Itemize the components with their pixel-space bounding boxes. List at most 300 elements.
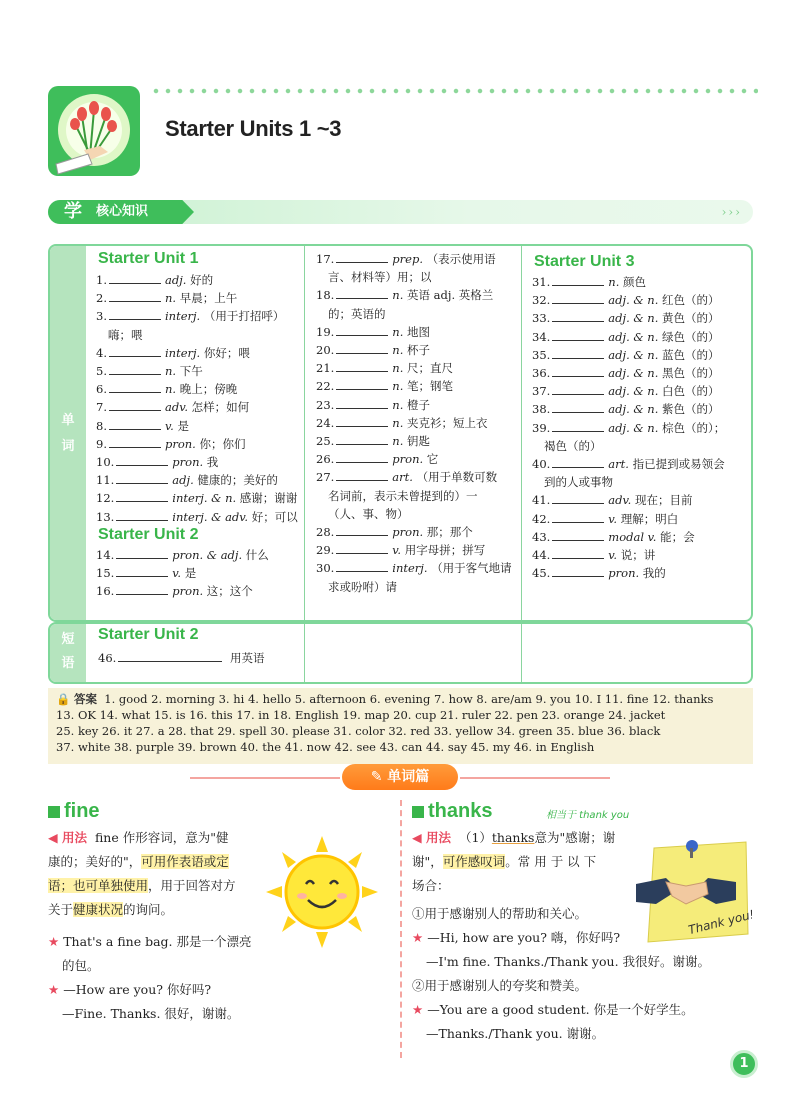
word-heading-fine: [48, 800, 100, 823]
word-entry: [316, 450, 520, 468]
entry-number: 5.: [96, 364, 107, 378]
fine-examples: [48, 930, 268, 1026]
fine-line: 康的；美好的"，: [48, 854, 142, 869]
entry-number: 3.: [96, 309, 107, 324]
word-entry: [316, 578, 520, 596]
entry-meaning: 绿色（的）: [662, 329, 720, 344]
fine-line: 关于: [48, 902, 74, 917]
entry-number: 34.: [532, 329, 551, 344]
answer-blank[interactable]: [552, 274, 604, 286]
entry-meaning: 感谢；谢谢: [239, 491, 298, 506]
column-divider: [521, 246, 522, 620]
part-of-speech: adj. & n.: [608, 420, 663, 435]
word-entry: [316, 396, 520, 414]
entry-meaning: 你好；喂: [203, 345, 250, 360]
entry-meaning: 橙子: [407, 397, 431, 412]
word-entry: [532, 437, 750, 455]
usage-text: 用法: [61, 830, 87, 845]
word-entry: [532, 419, 750, 437]
entry-number: 39.: [532, 420, 551, 435]
word-entry: [532, 291, 750, 309]
part-of-speech: n.: [608, 275, 624, 289]
part-of-speech: adj.: [172, 473, 198, 488]
part-of-speech: n.: [392, 379, 408, 394]
entry-meaning: 我: [206, 455, 219, 469]
word-entry: [96, 489, 301, 507]
answer-blank[interactable]: [116, 490, 168, 502]
entry-meaning: 下午: [179, 364, 203, 378]
part-of-speech: modal v.: [608, 529, 661, 544]
answer-blank[interactable]: [552, 529, 604, 541]
part-of-speech: v.: [392, 543, 405, 558]
entry-number: 1.: [96, 273, 107, 287]
entry-meaning: 用英语: [229, 651, 265, 665]
entry-meaning: 到的人或事物: [544, 475, 613, 490]
thanks-line: 意为"感谢；谢: [534, 830, 616, 845]
entry-meaning: 颜色: [623, 275, 647, 289]
part-of-speech: n.: [392, 361, 408, 376]
entry-meaning: 笔；钢笔: [407, 379, 454, 394]
part-of-speech: adj. & n.: [608, 366, 663, 380]
entry-meaning: （人、事、物）: [328, 506, 409, 521]
answer-blank[interactable]: [552, 511, 604, 523]
word-entry: [532, 309, 750, 327]
answer-box: [48, 688, 753, 764]
entry-number: 18.: [316, 288, 335, 303]
part-of-speech: interj.: [392, 561, 432, 576]
word-entry: [532, 455, 750, 473]
word-entry: [532, 382, 750, 400]
answer-line: 25. key 26. it 27. a 28. that 29. spell 30. please 31. color 32. red 33. yellow 34. green 35. blue 36. black: [56, 724, 661, 738]
answer-blank[interactable]: [109, 290, 161, 302]
part-of-speech: pron.: [392, 525, 427, 539]
column-separator: [400, 800, 402, 1058]
entry-number: 17.: [316, 252, 335, 266]
entry-meaning: 地图: [407, 324, 431, 339]
part-of-speech: n.: [392, 434, 408, 448]
entry-number: 27.: [316, 470, 335, 485]
entry-meaning: 黄色（的）: [662, 311, 720, 326]
word-heading-text: fine: [64, 800, 100, 822]
fine-highlight: 可用作表语或定: [141, 854, 229, 869]
entry-meaning: 健康的；美好的: [197, 473, 278, 488]
entry-number: 30.: [316, 561, 335, 576]
entry-number: 12.: [96, 491, 115, 506]
entry-meaning: 红色（的）: [662, 293, 720, 308]
entry-meaning: 好；可以: [251, 509, 298, 524]
part-of-speech: adj. & n.: [608, 311, 663, 326]
part-of-speech: n.: [392, 343, 408, 357]
entry-meaning: 什么: [245, 548, 269, 562]
answer-blank[interactable]: [109, 363, 161, 375]
example-line: —Thanks./Thank you. 谢谢。: [426, 1026, 605, 1041]
entry-number: 43.: [532, 529, 551, 544]
fine-line: ，用于回答对方: [148, 878, 236, 893]
word-entry: [532, 491, 750, 509]
entry-number: 45.: [532, 566, 551, 581]
part-of-speech: pron.: [172, 584, 207, 599]
word-entry: [532, 400, 750, 418]
answer-line: 13. OK 14. what 15. is 16. this 17. in 18. English 19. map 20. cup 21. ruler 22. pen 23. orange 24. jacket: [56, 708, 666, 722]
entry-meaning: 这；这个: [206, 584, 253, 599]
entry-meaning: 它: [426, 452, 439, 467]
entry-number: 19.: [316, 324, 335, 339]
fine-line: 的询问。: [123, 902, 174, 917]
divider-line: [190, 777, 340, 779]
word-entry: [96, 453, 301, 471]
entry-number: 22.: [316, 379, 335, 394]
word-entry: [316, 305, 520, 323]
answer-blank[interactable]: [109, 345, 161, 357]
entry-meaning: 言、材料等）用；以: [328, 270, 432, 285]
answer-blank[interactable]: [336, 469, 388, 481]
word-entry: [316, 377, 520, 395]
word-entry: [316, 541, 520, 559]
entry-number: 35.: [532, 347, 551, 362]
answer-blank[interactable]: [109, 399, 161, 411]
answer-blank[interactable]: [552, 292, 604, 304]
word-entry: [96, 508, 301, 526]
note-text: Thank you!: [686, 907, 752, 938]
section-arrows: ›››: [721, 205, 742, 219]
entry-meaning: 早晨；上午: [179, 291, 238, 306]
word-entry: [96, 582, 301, 600]
part-of-speech: adj. & n.: [608, 347, 663, 362]
square-bullet-icon: [412, 806, 424, 818]
column-divider: [304, 246, 305, 620]
words-section-label: 单词篇: [387, 769, 430, 785]
lock-icon: 🔒: [56, 692, 71, 706]
answer-blank[interactable]: [336, 378, 388, 390]
part-of-speech: adj.: [164, 273, 191, 287]
unit-heading: Starter Unit 2: [98, 526, 199, 543]
part-of-speech: interj. & n.: [172, 491, 240, 506]
answer-blank[interactable]: [118, 650, 222, 662]
entry-meaning: （表示使用语: [426, 252, 496, 266]
entry-number: 15.: [96, 566, 115, 581]
entry-number: 32.: [532, 293, 551, 308]
entry-meaning: 怎样；如何: [191, 400, 250, 415]
phrases-sidebar: 短 语: [50, 624, 86, 682]
thanks-line: （1）: [458, 830, 492, 845]
thanks-usage: [412, 826, 652, 898]
part-of-speech: adj. & n.: [608, 384, 663, 399]
answer-blank[interactable]: [336, 415, 388, 427]
word-entry: [532, 564, 750, 582]
answer-blank[interactable]: [116, 454, 168, 466]
word-entry: [316, 250, 520, 268]
answer-blank[interactable]: [336, 342, 388, 354]
star-icon: ★: [48, 982, 60, 997]
word-entry: [96, 289, 301, 307]
answer-text: 1. good 2. morning 3. hi 4. hello 5. afternoon 6. evening 7. how 8. are/am 9. you 10. I 11. fine 12. thanks: [104, 692, 714, 706]
word-entry: [96, 362, 301, 380]
answer-blank[interactable]: [336, 360, 388, 372]
thanks-line: 。常 用 于 以 下: [505, 854, 597, 869]
entry-meaning: （用于单数可数: [416, 470, 498, 485]
entry-number: 37.: [532, 384, 551, 399]
part-of-speech: pron.: [164, 436, 200, 451]
answer-blank[interactable]: [336, 433, 388, 445]
sun-smile-icon: [262, 836, 382, 951]
word-entry: [96, 398, 301, 416]
entry-meaning: 求或吩咐）请: [328, 579, 397, 594]
entry-meaning: 尺；直尺: [407, 361, 454, 376]
word-entry: [316, 523, 520, 541]
entry-number: 24.: [316, 415, 335, 430]
part-of-speech: n.: [164, 291, 180, 306]
entry-number: 21.: [316, 361, 335, 376]
entry-number: 7.: [96, 400, 107, 415]
words-section-title: [342, 764, 458, 790]
handshake-note-icon: [636, 838, 752, 951]
entry-meaning: 能；会: [660, 529, 695, 544]
word-entry: [96, 435, 301, 453]
answer-blank[interactable]: [552, 365, 604, 377]
example-line: That's a fine bag. 那是一个漂亮: [63, 934, 252, 949]
example-line: —How are you? 你好吗?: [63, 982, 212, 997]
entry-number: 6.: [96, 382, 107, 397]
example-line: —I'm fine. Thanks./Thank you. 我很好。谢谢。: [426, 954, 711, 969]
answer-blank[interactable]: [552, 347, 604, 359]
part-of-speech: v.: [172, 566, 185, 581]
entry-number: 28.: [316, 525, 335, 539]
entry-meaning: 好的: [190, 273, 214, 287]
thanks-highlight: 可作感叹词: [442, 854, 506, 869]
answer-blank[interactable]: [109, 436, 161, 448]
entry-number: 42.: [532, 511, 551, 526]
part-of-speech: art.: [608, 457, 633, 471]
answer-blank[interactable]: [116, 472, 168, 484]
star-icon: ★: [412, 930, 424, 945]
entry-meaning: 褐色（的）: [544, 438, 602, 453]
answer-blank[interactable]: [336, 324, 388, 336]
answer-blank[interactable]: [336, 542, 388, 554]
answer-blank[interactable]: [336, 451, 388, 463]
star-icon: ★: [412, 1002, 424, 1017]
answer-blank[interactable]: [109, 308, 161, 320]
entry-meaning: 名词前，表示未曾提到的）一: [328, 488, 478, 503]
page-title: Starter Units 1 ~3: [165, 116, 342, 141]
column-divider: [521, 624, 522, 682]
entry-number: 14.: [96, 548, 115, 562]
entry-meaning: 理解；明白: [620, 511, 679, 526]
word-heading-text: thanks: [428, 800, 493, 822]
word-entry: [96, 271, 301, 289]
word-entry: [316, 559, 520, 577]
answer-blank[interactable]: [116, 547, 168, 559]
entry-meaning: 黑色（的）: [662, 366, 720, 380]
fine-line: fine 作形容词，意为"健: [94, 830, 229, 845]
entry-meaning: 晚上；傍晚: [179, 382, 238, 397]
word-entry: [316, 268, 520, 286]
word-heading-thanks: [412, 800, 492, 823]
word-entry: [316, 323, 520, 341]
answer-blank[interactable]: [109, 418, 161, 430]
entry-number: 41.: [532, 493, 551, 508]
entry-number: 8.: [96, 418, 107, 433]
fine-usage: [48, 826, 258, 922]
answer-blank[interactable]: [336, 251, 388, 263]
answer-blank[interactable]: [116, 565, 168, 577]
entry-meaning: 说；讲: [620, 548, 656, 562]
case-line: ①用于感谢别人的帮助和关心。: [412, 906, 588, 921]
answer-blank[interactable]: [109, 272, 161, 284]
usage-label: ◀ 用法: [412, 830, 451, 845]
part-of-speech: v.: [608, 548, 621, 562]
entry-number: 31.: [532, 275, 551, 289]
word-entry: [96, 546, 301, 564]
part-of-speech: adj. & n.: [608, 293, 663, 308]
word-entry: [532, 364, 750, 382]
word-entry: [316, 359, 520, 377]
entry-number: 10.: [96, 455, 115, 469]
answer-line: [56, 691, 713, 707]
entry-meaning: 英语 adj. 英格兰: [407, 288, 494, 303]
part-of-speech: v.: [164, 418, 178, 433]
entry-number: 4.: [96, 345, 107, 360]
entry-meaning: 指已提到或易领会: [632, 457, 725, 471]
entry-number: 20.: [316, 343, 335, 357]
answer-blank[interactable]: [552, 329, 604, 341]
example-line: 的包。: [62, 958, 100, 973]
word-entry: [96, 417, 301, 435]
part-of-speech: prep.: [392, 252, 427, 266]
handwritten-note: 相当于 thank you: [546, 810, 630, 821]
usage-label: ◀ 用法: [48, 830, 87, 845]
entry-meaning: 的；英语的: [328, 306, 386, 321]
answer-blank[interactable]: [336, 397, 388, 409]
word-entry: [96, 307, 301, 325]
part-of-speech: pron.: [392, 452, 427, 467]
fine-highlight: 健康状况: [73, 902, 124, 917]
word-entry: [532, 546, 750, 564]
answer-blank[interactable]: [116, 583, 168, 595]
part-of-speech: n.: [392, 324, 408, 339]
entry-number: 33.: [532, 311, 551, 326]
example-line: —Hi, how are you? 嗨，你好吗?: [427, 930, 621, 945]
answer-blank[interactable]: [552, 310, 604, 322]
answer-blank[interactable]: [552, 547, 604, 559]
part-of-speech: adj. & n.: [608, 402, 663, 417]
entry-meaning: （用于客气地请: [431, 561, 512, 576]
word-entry: [532, 273, 750, 291]
word-entry: [316, 286, 520, 304]
word-entry: [96, 326, 301, 344]
answer-blank[interactable]: [109, 381, 161, 393]
page-number: 1: [730, 1050, 758, 1078]
answer-label: 答案: [73, 692, 97, 706]
part-of-speech: pron.: [172, 455, 207, 469]
usage-text: 用法: [425, 830, 451, 845]
part-of-speech: v.: [608, 511, 621, 526]
entry-number: 26.: [316, 452, 335, 467]
word-entry: [96, 380, 301, 398]
entry-number: 13.: [96, 509, 115, 524]
thanks-line: 场合：: [412, 878, 450, 893]
answer-blank[interactable]: [552, 401, 604, 413]
part-of-speech: pron. & adj.: [172, 548, 246, 562]
entry-meaning: 蓝色（的）: [662, 347, 720, 362]
entry-meaning: 是: [177, 418, 189, 433]
column-divider: [304, 624, 305, 682]
part-of-speech: n.: [164, 364, 180, 378]
entry-meaning: 你；你们: [199, 436, 246, 451]
phrase-entry: [98, 649, 264, 667]
entry-meaning: 嗨；喂: [108, 327, 143, 342]
word-entry: [532, 473, 750, 491]
thanks-underline: thanks: [491, 830, 535, 845]
entry-meaning: 钥匙: [407, 434, 431, 448]
entry-meaning: 白色（的）: [662, 384, 720, 399]
part-of-speech: n.: [392, 288, 408, 303]
thanks-line: 谢"，: [412, 854, 443, 869]
entry-number: 44.: [532, 548, 551, 562]
part-of-speech: pron.: [608, 566, 643, 581]
answer-blank[interactable]: [552, 565, 604, 577]
word-entry: [96, 471, 301, 489]
entry-number: 9.: [96, 436, 107, 451]
section-badge: 学: [64, 201, 82, 222]
entry-number: 36.: [532, 366, 551, 380]
answer-blank[interactable]: [336, 287, 388, 299]
entry-number: 38.: [532, 402, 551, 417]
unit-heading: Starter Unit 1: [98, 250, 199, 267]
part-of-speech: n.: [392, 397, 408, 412]
answer-blank[interactable]: [552, 420, 604, 432]
word-entry: [316, 432, 520, 450]
word-entry: [532, 346, 750, 364]
part-of-speech: art.: [392, 470, 417, 485]
part-of-speech: adv.: [608, 493, 635, 508]
entry-number: 40.: [532, 457, 551, 471]
entry-number: 29.: [316, 543, 335, 558]
entry-meaning: 现在；目前: [634, 493, 693, 508]
section-label: 核心知识: [96, 204, 149, 219]
answer-blank[interactable]: [336, 560, 388, 572]
answer-blank[interactable]: [116, 509, 168, 521]
entry-meaning: 是: [184, 566, 197, 581]
entry-meaning: 棕色（的）；: [662, 420, 726, 435]
word-entry: [96, 564, 301, 582]
entry-meaning: 夹克衫；短上衣: [407, 415, 488, 430]
entry-number: 2.: [96, 291, 107, 306]
part-of-speech: interj. & adv.: [172, 509, 252, 524]
entry-meaning: （用于打招呼）: [203, 309, 285, 324]
answer-blank[interactable]: [336, 524, 388, 536]
part-of-speech: n.: [392, 415, 408, 430]
part-of-speech: interj.: [164, 345, 204, 360]
answer-blank[interactable]: [552, 383, 604, 395]
star-icon: ★: [48, 934, 60, 949]
word-entry: [532, 528, 750, 546]
entry-number: 23.: [316, 397, 335, 412]
answer-blank[interactable]: [552, 456, 604, 468]
word-entry: [316, 468, 520, 486]
entry-meaning: 杯子: [407, 343, 431, 357]
entry-meaning: 我的: [642, 566, 666, 581]
header-dots: [150, 88, 758, 94]
case-line: ②用于感谢别人的夸奖和赞美。: [412, 978, 588, 993]
answer-line: 37. white 38. purple 39. brown 40. the 41. now 42. see 43. can 44. say 45. my 46. in English: [56, 740, 595, 754]
part-of-speech: adj. & n.: [608, 329, 663, 344]
entry-meaning: 用字母拼；拼写: [404, 543, 486, 558]
word-entry: [316, 505, 520, 523]
word-entry: [316, 341, 520, 359]
divider-line: [460, 777, 610, 779]
part-of-speech: adv.: [164, 400, 192, 415]
answer-blank[interactable]: [552, 492, 604, 504]
